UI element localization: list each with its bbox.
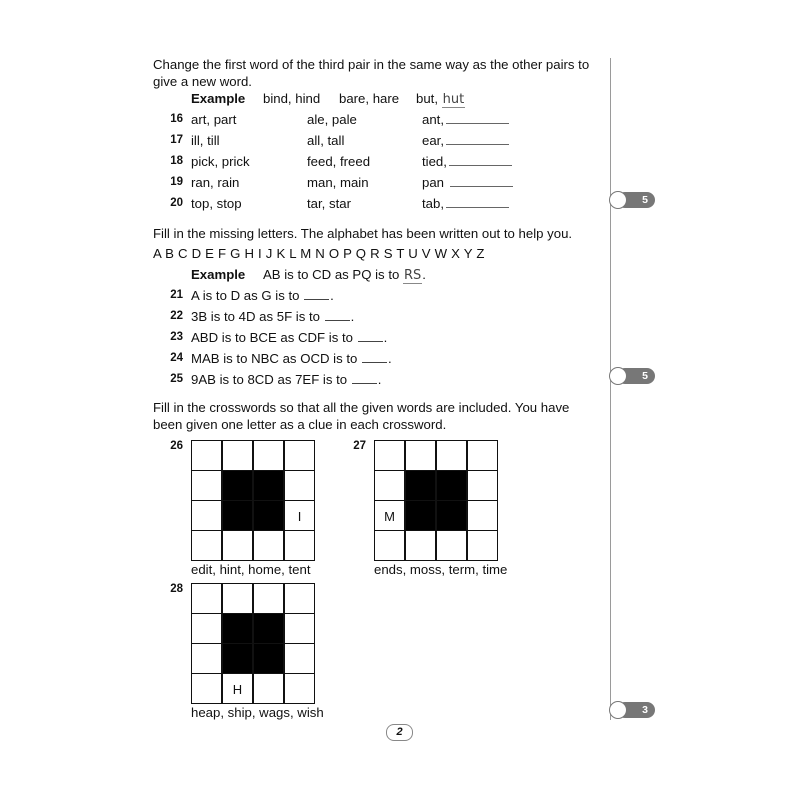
crossword-clue-cell[interactable]: I	[284, 500, 315, 531]
crossword-cell[interactable]	[405, 440, 436, 471]
crossword-black-cell	[253, 613, 284, 644]
crossword-grid	[191, 583, 316, 704]
example-pair1: bind, hind	[263, 91, 321, 106]
example-text	[263, 267, 426, 283]
crossword-cell[interactable]	[467, 470, 498, 501]
question-text	[191, 372, 381, 387]
score-total: 5	[617, 368, 655, 384]
crossword-cell[interactable]	[284, 673, 315, 704]
period: .	[330, 288, 334, 303]
answer-blank[interactable]	[446, 135, 509, 145]
period: .	[383, 330, 388, 345]
crossword-words: edit, hint, home, tent	[191, 562, 311, 577]
crossword-cell[interactable]	[191, 673, 222, 704]
answer-blank[interactable]	[450, 177, 513, 187]
question-pair-a: ran, rain	[191, 175, 240, 190]
section3-instruction: Fill in the crosswords so that all the given words are included. You have been given one letter as a clue in each crossword.	[153, 400, 570, 432]
question-pair-b: all, tall	[307, 133, 345, 148]
crossword-cell[interactable]	[253, 673, 284, 704]
answer-blank[interactable]	[446, 114, 509, 124]
crossword-black-cell	[405, 470, 436, 501]
question-word: ant,	[422, 112, 444, 127]
question-pair-a: top, stop	[191, 196, 242, 211]
crossword-grid	[374, 440, 499, 561]
crossword-cell[interactable]	[191, 583, 222, 614]
question-pair-a: pick, prick	[191, 154, 250, 169]
score-marker	[609, 191, 647, 209]
crossword-cell[interactable]	[191, 440, 222, 471]
crossword-black-cell	[253, 470, 284, 501]
question-word: tab,	[422, 196, 444, 211]
example-pair3	[416, 91, 465, 107]
question-pair-c	[422, 112, 509, 127]
score-marker	[609, 701, 647, 719]
example-answer: hut	[442, 92, 465, 107]
crossword-cell[interactable]	[191, 500, 222, 531]
crossword-cell[interactable]	[191, 613, 222, 644]
page-number: 2	[386, 724, 413, 741]
question-pair-b: man, main	[307, 175, 369, 190]
question-pair-b: ale, pale	[307, 112, 357, 127]
crossword-cell[interactable]	[284, 643, 315, 674]
question-word: tied,	[422, 154, 447, 169]
question-number: 24	[170, 352, 183, 364]
question-sentence: 9AB is to 8CD as 7EF is to	[191, 372, 348, 387]
crossword-cell[interactable]	[253, 583, 284, 614]
crossword-cell[interactable]	[253, 440, 284, 471]
crossword-black-cell	[222, 470, 253, 501]
crossword-black-cell	[222, 500, 253, 531]
section2-instruction: Fill in the missing letters. The alphabet has been written out to help you.	[153, 226, 573, 241]
question-sentence: A is to D as G is to	[191, 288, 300, 303]
question-text	[191, 330, 387, 345]
score-total: 3	[617, 702, 655, 718]
crossword-black-cell	[436, 470, 467, 501]
answer-blank[interactable]	[446, 198, 509, 208]
example-answer: RS	[403, 268, 422, 283]
question-pair-c	[422, 133, 509, 148]
question-pair-c	[422, 196, 509, 211]
crossword-cell[interactable]	[222, 530, 253, 561]
crossword-cell[interactable]	[374, 440, 405, 471]
question-pair-c	[422, 154, 512, 169]
question-pair-c	[422, 175, 513, 190]
period: .	[350, 309, 355, 324]
question-text	[191, 309, 354, 324]
answer-blank[interactable]	[362, 354, 387, 363]
crossword-cell[interactable]	[284, 470, 315, 501]
question-number: 21	[170, 289, 183, 301]
section1-instruction: Change the first word of the third pair in the same way as the other pairs to give a new word.	[153, 57, 590, 89]
crossword-clue-cell[interactable]: H	[222, 673, 253, 704]
question-number: 25	[170, 373, 183, 385]
answer-blank[interactable]	[352, 375, 377, 384]
answer-blank[interactable]	[358, 333, 383, 342]
question-sentence: ABD is to BCE as CDF is to	[191, 330, 353, 345]
question-text	[191, 288, 334, 303]
crossword-words: heap, ship, wags, wish	[191, 705, 324, 720]
question-word: ear,	[422, 133, 444, 148]
crossword-number: 26	[170, 440, 183, 452]
period: .	[388, 351, 392, 366]
crossword-cell[interactable]	[467, 500, 498, 531]
crossword-cell[interactable]	[222, 440, 253, 471]
score-total: 5	[617, 192, 655, 208]
crossword-cell[interactable]	[253, 530, 284, 561]
question-number: 22	[170, 310, 183, 322]
question-sentence: 3B is to 4D as 5F is to	[191, 309, 320, 324]
crossword-cell[interactable]	[467, 530, 498, 561]
crossword-cell[interactable]	[405, 530, 436, 561]
crossword-number: 27	[353, 440, 366, 452]
crossword-black-cell	[436, 500, 467, 531]
question-pair-b: tar, star	[307, 196, 351, 211]
answer-blank[interactable]	[304, 291, 329, 300]
crossword-black-cell	[253, 643, 284, 674]
crossword-cell[interactable]	[436, 440, 467, 471]
crossword-cell[interactable]	[284, 440, 315, 471]
example-question: AB is to CD as PQ is to	[263, 267, 400, 282]
crossword-cell[interactable]	[467, 440, 498, 471]
crossword-cell[interactable]	[374, 530, 405, 561]
crossword-cell[interactable]	[191, 643, 222, 674]
crossword-black-cell	[222, 613, 253, 644]
crossword-cell[interactable]	[222, 583, 253, 614]
question-number: 20	[170, 197, 183, 209]
crossword-number: 28	[170, 583, 183, 595]
crossword-black-cell	[405, 500, 436, 531]
example-pair3-prefix: but,	[416, 91, 438, 106]
question-text	[191, 351, 392, 366]
question-pair-b: feed, freed	[307, 154, 371, 169]
crossword-cell[interactable]	[284, 530, 315, 561]
question-number: 23	[170, 331, 183, 343]
example-pair2: bare, hare	[339, 91, 400, 106]
question-number: 17	[170, 134, 183, 146]
crossword-cell[interactable]	[284, 613, 315, 644]
score-circle[interactable]	[609, 367, 627, 385]
question-pair-a: ill, till	[191, 133, 220, 148]
score-circle[interactable]	[609, 191, 627, 209]
crossword-clue-cell[interactable]: M	[374, 500, 405, 531]
crossword-grid	[191, 440, 316, 561]
crossword-cell[interactable]	[436, 530, 467, 561]
question-number: 16	[170, 113, 183, 125]
crossword-words: ends, moss, term, time	[374, 562, 508, 577]
answer-blank[interactable]	[325, 312, 350, 321]
crossword-cell[interactable]	[284, 583, 315, 614]
example-label: Example	[191, 91, 246, 106]
crossword-black-cell	[222, 643, 253, 674]
crossword-black-cell	[253, 500, 284, 531]
question-number: 19	[170, 176, 183, 188]
question-pair-a: art, part	[191, 112, 237, 127]
example-period: .	[422, 267, 426, 282]
period: .	[377, 372, 382, 387]
crossword-cell[interactable]	[374, 470, 405, 501]
alphabet: A B C D E F G H I J K L M N O P Q R S T U V W X Y Z	[153, 246, 485, 261]
example-label: Example	[191, 267, 246, 282]
question-sentence: MAB is to NBC as OCD is to	[191, 351, 358, 366]
crossword-cell[interactable]	[191, 530, 222, 561]
question-number: 18	[170, 155, 183, 167]
margin-divider	[610, 58, 611, 720]
crossword-cell[interactable]	[191, 470, 222, 501]
question-word: pan	[422, 175, 445, 190]
answer-blank[interactable]	[449, 156, 512, 166]
score-circle[interactable]	[609, 701, 627, 719]
score-marker	[609, 367, 647, 385]
